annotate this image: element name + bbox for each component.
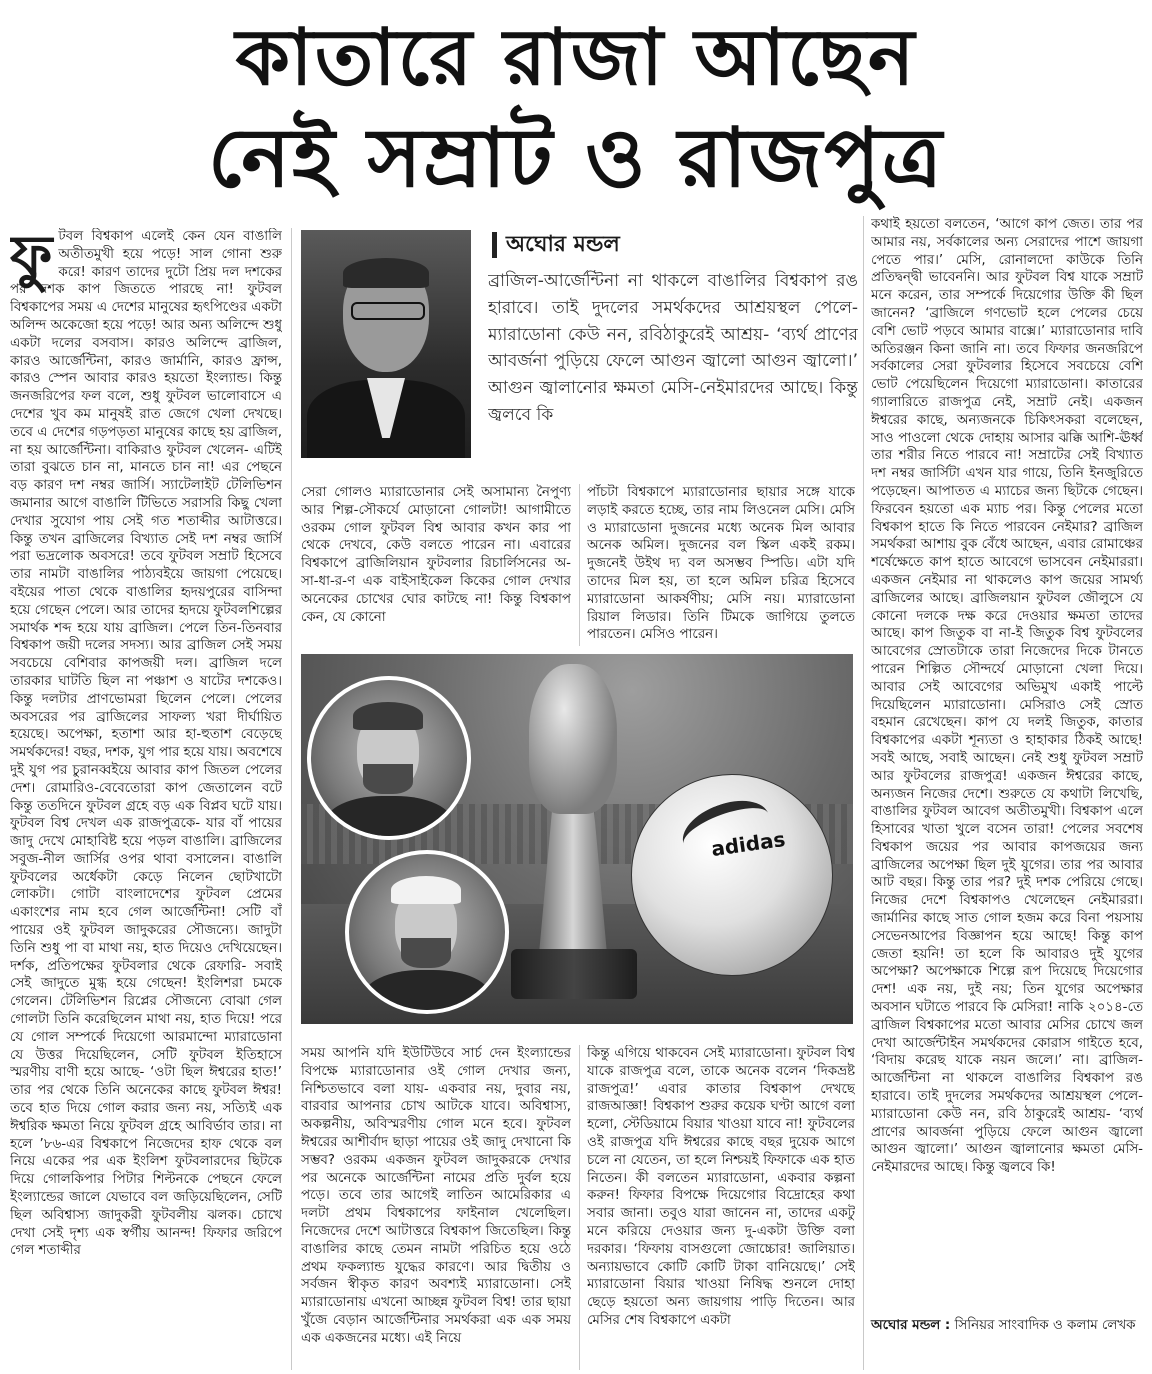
- byline-bar: [492, 232, 497, 258]
- footer-author-designation: সিনিয়র সাংবাদিক ও কলাম লেখক: [954, 1318, 1136, 1333]
- article-column-4: কথাই হয়তো বলতেন, ‘আগে কাপ জেত। তার পর আমার নয়, সর্বকালের অন্য সেরাদের পাশে জায়গা পেতে পার।’ মেসি, রোনালদো কাউকে তিনি প্রতিদ্বন্দ্বী ভাবেননি। আর ফুটবল বিশ্ব যাকে সম্রাট মনে করেন, তার সম্পর্কে দিয়েগোর উক্তি কী ছিল জানেন? ‘ব্রাজিলে গণভোট হলে পেলের চেয়ে বেশি ভোট পড়বে আমার বাক্সে।’ ম্যারাডোনার দাবি অতিরঞ্জন কিনা জানি না। তবে ফিফার জনজরিপে সর্বকালের সেরা ফুটবলার হিসেবে সবচেয়ে বেশি ভোট পেয়েছিলেন দিয়েগো ম্যারাডোনা। কাতারের গ্যালারিতে রাজপুত্র নেই, সম্রাট নেই। একজন ঈশ্বরের কাছে, অন্যজনকে চিকিৎসকরা বলেছেন, সাও পাওলো থেকে দোহায় আসার ঝক্কি আশি-ঊর্ধ্ব তার শরীর নিতে পারবে না! সম্রাটের সেই বিখ্যাত দশ নম্বর জার্সিটা এখন যার গায়ে, তিনি ইনজুরিতে পড়েছেন। আপাতত এ ম্যাচের জন্য ছিটকে গেছেন। ফিরবেন হয়তো এক ম্যাচ পর। কিন্তু পেলের মতো বিশ্বকাপ হাতে কি নিতে পারবেন নেইমার? ব্রাজিল সমর্থকরা আশায় বুক বেঁধে আছেন, এবার রোমাঞ্চের শর্ষেক্ষেতে কাপ হাতে আবেগে ভাসবেন নেইমাররা। একজন নেইমার না থাকলেও কাপ জয়ের সামর্থ্য ব্রাজিলের আছে। ব্রাজিলয়ান ফুটবল জৌলুসে যে কোনো দলকে দক্ষ করে দেওয়ার ক্ষমতা তাদের আছে। কাপ জিতুক বা না-ই জিতুক বিশ্ব ফুটবলের আবেগের স্রোতটাকে তারা নিজেদের দিকে টানতে পারেন শিল্পিত সৌন্দর্যে মোড়ানো খেলা দিয়ে। আবার সেই আবেগের অভিমুখ একাই পাল্টে দিয়েছিলেন ম্যারাডোনা। মেসিরাও সেই স্রোত বহমান রেখেছেন। কাপ যে দলই জিতুক, কাতার বিশ্বকাপের একটা শূন্যতা ও হাহাকার ঠিকই আছে! সবই আছে, সবাই আছেন। নেই শুধু ফুটবল সম্রাট আর ফুটবলের রাজপুত্র! একজন ঈশ্বরের কাছে, অন্যজন নিজের দেশে। শুরুতে যে কথাটা লিখেছি, বাঙালির ফুটবল আবেগ অতীতমুখী। বিশ্বকাপ এলে হিসাবের খাতা খুলে বসেন তারা! পেলের সবশেষ বিশ্বকাপ জয়ের পর আবার কাপজয়ের জন্য ব্রাজিলের অপেক্ষা ছিল দুই যুগের। তার পর আবার আট বছর। কিন্তু তার পর? দুই দশক পেরিয়ে গেছে। নিজের দেশে বিশ্বকাপও খেলেছেন নেইমাররা। জার্মানির কাছে সাত গোল হজম করে বিনা পয়সায় সেভেনআপের বিজ্ঞাপন হয়ে আছে! কিন্তু কাপ জেতা হয়নি! তা হলে কি আবারও দুই যুগের অপেক্ষা? অপেক্ষাকে শিল্পে রূপ দিয়েছে দিয়েগোর দেশ! এক নয়, দুই নয়; তিন যুগের অপেক্ষার অবসান ঘটাতে পারবে কি মেসিরা! নাকি ২০১৪-তে ব্রাজিল বিশ্বকাপের মতো আবার মেসির চোখে জল দেখা আর্জেন্টাইন সমর্থকদের কোরাস গাইতে হবে, ‘বিদায় করেছ যাকে নয়ন জলে।’ না। ব্রাজিল-আর্জেন্টিনা না থাকলে বাঙালির বিশ্বকাপ রঙ হারাবে। তাই দুদলের সমর্থকদের আশ্রয়স্থল পেলে-ম্যারাডোনা কেউ নন, রবি ঠাকুরেই আশ্রয়- ‘ব্যর্থ প্রাণের আবর্জনা পুড়িয়ে ফেলে আগুন জ্বালো আগুন জ্বালো।’ আগুন জ্বালানোর ক্ষমতা মেসি-নেইমারদের আছে। কিন্তু জ্বলবে কি!: [871, 217, 1143, 1176]
- portrait-hair: [391, 876, 461, 904]
- neymar-portrait: [345, 850, 509, 1014]
- article-column-3-bottom: কিন্তু এগিয়ে থাকবেন সেই ম্যারাডোনা। ফুটবল বিশ্ব যাকে রাজপুত্র বলে, তাকে অনেক বলেন ‘দিকভ্রষ্ট রাজপুত্র!’ এবার কাতার বিশ্বকাপ দেখছে রাজআজ্ঞা! বিশ্বকাপ শুরুর কয়েক ঘণ্টা আগে বলা হলো, স্টেডিয়ামে বিয়ার খাওয়া যাবে না! ফুটবলের ওই রাজপুত্র যদি ঈশ্বরের কাছে বছর দুয়েক আগে চলে না যেতেন, তা হলে নিশ্চয়ই ফিফাকে এক হাত নিতেন। কী বলতেন ম্যারাডোনা, একবার কল্পনা করুন! ফিফার বিপক্ষে দিয়েগোর বিদ্রোহের কথা সবার জানা। তবুও যারা জানেন না, তাদের একটু মনে করিয়ে দেওয়ার জন্য দু-একটা উক্তি বলা দরকার। ‘ফিফায় বাসগুলো জোচ্চোর! জালিয়াত। অন্যায়ভাবে কোটি কোটি টাকা বানিয়েছে।’ সেই ম্যারাডোনা বিয়ার খাওয়া নিষিদ্ধ শুনলে দোহা ছেড়ে হয়তো অন্য জায়গায় পাড়ি দিতেন। আর মেসির শেষ বিশ্বকাপে একটা: [587, 1046, 855, 1328]
- ball-brand-logo: adidas: [709, 826, 787, 862]
- author-photo-glasses: [351, 302, 425, 320]
- headline-line-2: নেই সম্রাট ও রাজপুত্র: [207, 111, 945, 206]
- column-divider: [863, 216, 864, 1370]
- column-divider: [579, 1045, 580, 1370]
- author-photo: [301, 230, 471, 458]
- author-footer: [871, 1316, 1143, 1336]
- article-column-2-top: সেরা গোলও ম্যারাডোনার সেই অসামান্য নৈপুণ্য আর শিল্প-সৌকর্যে মোড়ানো গোলটা! আগামীতে ওরকম গোল ফুটবল বিশ্ব আবার কখন কার পা থেকে দেখবে, কেউ বলতে পারেন না। এবারের বিশ্বকাপে ব্রাজিলিয়ান ফুটবলার রিচার্লিসনের অ-সা-ধা-র-ণ এক বাইসাইকেল কিকের গোল দেখার অনেকের চোখের ঘোর কাটছে না! কিন্তু বিশ্বকাপ কেন, যে কোনো: [301, 485, 571, 625]
- trophy-base: [511, 949, 637, 999]
- intro-text: ব্রাজিল-আর্জেন্টিনা না থাকলে বাঙালির বিশ্বকাপ রঙ হারাবে। তাই দুদলের সমর্থকদের আশ্রয়স্থল পেলে-ম্যারাডোনা কেউ নন, রবিঠাকুরেই আশ্রয়- ‘ব্যর্থ প্রাণের আবর্জনা পুড়িয়ে ফেলে আগুন জ্বালো আগুন জ্বালো।’ আগুন জ্বালানোর ক্ষমতা মেসি-নেইমারদের আছে। কিন্তু জ্বলবে কি: [488, 271, 858, 425]
- world-cup-photo: [301, 654, 853, 1024]
- footer-author-name: অঘোর মন্ডল :: [871, 1318, 951, 1333]
- portrait-beard: [401, 938, 451, 968]
- world-cup-trophy: [529, 664, 617, 814]
- drop-cap: ফু: [10, 228, 53, 290]
- article-text: টবল বিশ্বকাপ এলেই কেন যেন বাঙালি অতীতমুখী হয়ে পড়ে! সাল গোনা শুরু করে! কারণ তাদের দুটো প্রিয় দল দশকের পর দশক কাপ জিততে পারছে না! ফুটবল বিশ্বকাপের সময় এ দেশের মানুষের হৃৎপিণ্ডের একটা অলিন্দ অকেজো হয়ে পড়ে! আর অন্য অলিন্দে শুধু একটা দলের বসবাস। কারও অলিন্দে ব্রাজিল, কারও আর্জেন্টিনা, কারও জার্মানি, কারও ফ্রান্স, কারও স্পেন আবার কারও হয়তো ইংল্যান্ড। কিন্তু জনজরিপের ফল বলে, শুধু ফুটবল ভালোবাসে এ দেশের খুব কম মানুষই রাত জেগে খেলা দেখছে। তবে এ দেশের গড়পড়তা মানুষের কাছে হয় ব্রাজিল, না হয় আর্জেন্টিনা। বাকিরাও ফুটবল খেলেন- এটিই তারা বুঝতে চান না, মানতে চান না! এর পেছনে বড় কারণ দশ নম্বর জার্সি। স্যাটেলাইট টেলিভিশন জমানার আগে বাঙালি টিভিতে সরাসরি কিছু খেলা দেখার সুযোগ পায় সেই গত শতাব্দীর আটাত্তরে। কিন্তু তখন ব্রাজিলের বিখ্যাত সেই দশ নম্বর জার্সি পরা ভদ্রলোক অবসরে! তবে ফুটবল সম্রাট হিসেবে তার নামটা বাঙালির পাঠ্যবইয়ে জায়গা পেয়েছে। বইয়ের পাতা থেকে বাঙালির হৃদয়পুরের বাসিন্দা হয়ে গেছেন পেলে। আর তাদের হৃদয়ে ফুটবলশিল্পের সমার্থক শব্দ হয়ে যায় ব্রাজিল। পেলে তিন-তিনবার বিশ্বকাপ জয়ী দলের সদস্য। আর ব্রাজিল সেই সময় সবচেয়ে বেশিবার কাপজয়ী দল। ব্রাজিল দলে তারকার ঘাটতি ছিল না পঞ্চাশ ও ষাটের দশকেও। কিন্তু দলটার প্রাণভোমরা ছিলেন পেলে। পেলের অবসরের পর ব্রাজিলের সাফল্য খরা দীর্ঘায়িত হয়েছে। অপেক্ষা, হতাশা আর হা-হুতাশ বেড়েছে সমর্থকদের! বছর, দশক, যুগ পার হয়ে যায়। অবশেষে দুই যুগ পর চুরানব্বইয়ে আবার কাপ জিতল পেলের দেশ। রোমারিও-বেবেতোরা কাপ জেতালেন বটে কিন্তু ততদিনে ফুটবল গ্রহে বড় এক বিপ্লব ঘটে যায়। ফুটবল বিশ্ব দেখল এক রাজপুত্রকে- যার বাঁ পায়ের জাদু দেখে মোহাবিষ্ট হয়ে পড়ল বাঙালি। ব্রাজিলের সবুজ-নীল জার্সির ওপর থাবা বসালেন। বাঙালি ফুটবলের অর্ধেকটা কেড়ে নিলেন ছোটখাটো লোকটা। গোটা বাংলাদেশের ফুটবল প্রেমের একাংশের নাম হবে গেল আর্জেন্টিনা! সেটি বাঁ পায়ের ওই ফুটবল জাদুকরের সৌজন্যে। জাদুটা তিনি শুধু পা বা মাথা নয়, হাত দিয়েও দেখিয়েছেন। দর্শক, প্রতিপক্ষের ফুটবলার থেকে রেফারি- সবাই সেই জাদুতে মুগ্ধ হয়ে গেছেন! ইংলিশরা চমকে গেলেন। টেলিভিশন রিপ্লের সৌজন্যে বোঝা গেল গোলটা তিনি করেছিলেন মাথা নয়, হাত দিয়ে! পরে যে গোল সম্পর্কে দিয়েগো আরমান্দো ম্যারাডোনা যে উত্তর দিয়েছিলেন, সেটি ফুটবল ইতিহাসে স্মরণীয় বাণী হয়ে আছে- ‘ওটা ছিল ঈশ্বরের হাত!’ তার পর থেকে তিনি অনেকের কাছে ফুটবল ঈশ্বর! তবে হাত দিয়ে গোল করার জন্য নয়, সত্যিই এক ঈশ্বরিক ক্ষমতা নিয়ে ফুটবল গ্রহে আবির্ভাব তার। না হলে ’৮৬-এর বিশ্বকাপে নিজেদের হাফ থেকে বল নিয়ে একের পর এক ইংলিশ ফুটবলারদের ছিটকে দিয়ে গোলকিপার পিটার শিল্টনকে পেছনে ফেলে ইংল্যান্ডের জালে যেভাবে বল জড়িয়েছিলেন, সেটি ছিল অবিশ্বাস্য জাদুকরী ফুটবলীয় ঝলক। চোখে দেখা সেই দৃশ্য এক স্বর্গীয় আনন্দ! ফিফার জরিপে গেল শতাব্দীর: [10, 229, 282, 1259]
- article-column-2-bottom: সময় আপনি যদি ইউটিউবে সার্চ দেন ইংল্যান্ডের বিপক্ষে ম্যারাডোনার ওই গোল দেখার জন্য, নিশ্চিতভাবে বলা যায়- একবার নয়, দুবার নয়, বারবার আপনার চোখ আটকে যাবে। অবিশ্বাস্য, অকল্পনীয়, অবিস্মরণীয় গোল মনে হবে। ফুটবল ঈশ্বরের আশীর্বাদ ছাড়া পায়ের ওই জাদু দেখানো কি সম্ভব? ওরকম একজন ফুটবল জাদুকরকে দেখার পর অনেকে আর্জেন্টিনা নামের প্রতি দুর্বল হয়ে পড়ে। তবে তার আগেই লাতিন আমেরিকার এ দলটা প্রথম বিশ্বকাপের ফাইনাল খেলেছিল। নিজেদের দেশে আটাত্তরে বিশ্বকাপ জিতেছিল। কিন্তু বাঙালির কাছে তেমন নামটা পরিচিত হয়ে ওঠে প্রথম ফকল্যান্ড যুদ্ধের কারণে। আর দ্বিতীয় ও সর্বজন স্বীকৃত কারণ অবশ্যই ম্যারাডোনা। সেই ম্যারাডোনায় এখনো আচ্ছন্ন ফুটবল বিশ্ব! তার ছায়া খুঁজে বেড়ান আর্জেন্টিনার সমর্থকরা এক এক সময় এক একজনের মধ্যে। এই নিয়ে: [301, 1046, 571, 1346]
- article-column-3-top: পাঁচটা বিশ্বকাপে ম্যারাডোনার ছায়ার সঙ্গে যাকে লড়াই করতে হচ্ছে, তার নাম লিওনেল মেসি। মেসি ও ম্যারাডোনা দুজনের মধ্যে অনেক মিল আবার অনেক অমিল। দুজনের বল স্কিল একই রকম। দুজনেই উইথ দ্য বল অসম্ভব স্পিডি। এটা যদি তাদের মিল হয়, তা হলে অমিল চরিত্র হিসেবে ম্যারাডোনা আকর্ষণীয়; মেসি নয়। ম্যারাডোনা রিয়াল লিডার। তিনি টিমকে জাগিয়ে তুলতে পারতেন। মেসিও পারেন।: [587, 485, 855, 643]
- portrait-hair: [353, 702, 423, 730]
- column-divider: [291, 228, 292, 1370]
- portrait-shirt: [363, 970, 491, 1014]
- byline-name: অঘোর মন্ডল: [506, 232, 620, 257]
- portrait-beard: [363, 764, 413, 794]
- headline-line-1: কাতারে রাজা আছেন: [235, 13, 917, 103]
- author-photo-hair: [343, 258, 429, 288]
- column-divider: [579, 484, 580, 646]
- article-column-1: [10, 228, 282, 1368]
- portrait-shirt: [325, 796, 453, 840]
- messi-portrait: [307, 676, 471, 840]
